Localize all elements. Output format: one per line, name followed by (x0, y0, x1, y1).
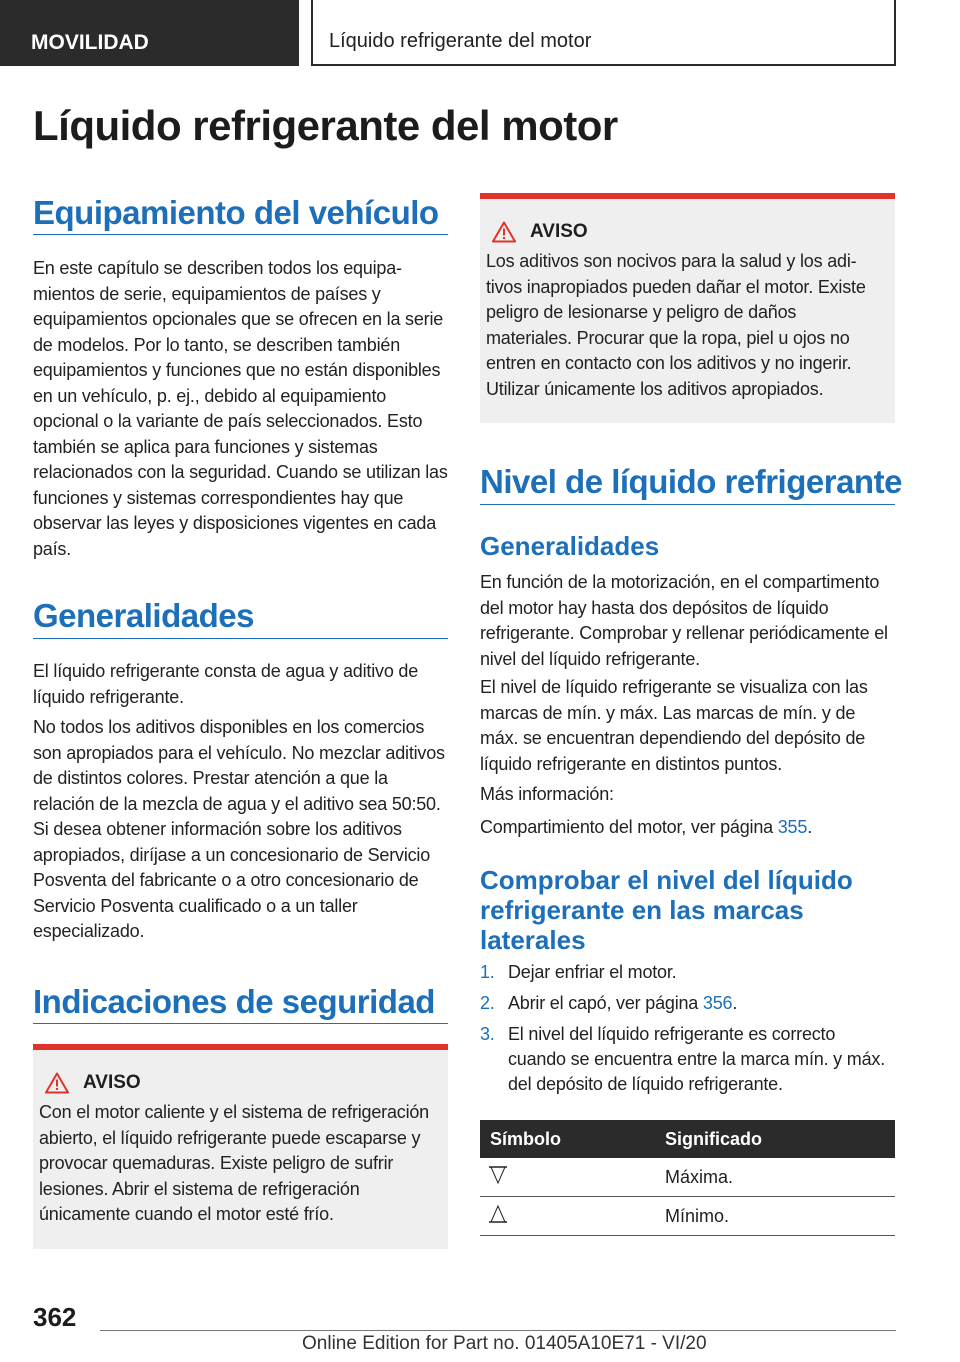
heading-rule (480, 504, 895, 505)
subheading-comprobar: Comprobar el nivel del líquido refrigerante en las marcas laterales (480, 865, 853, 955)
column-header-symbol: Símbolo (490, 1128, 561, 1149)
warning-triangle-icon (492, 221, 516, 243)
step-text: El nivel del líquido refrigerante es correcto cuando se encuentra entre la marca mín. y máx. del depósito de líquido refrigerante. (508, 1024, 885, 1094)
heading-rule (33, 234, 448, 235)
section-tab: MOVILIDAD (0, 0, 299, 66)
list-item (480, 991, 895, 1016)
list-item (480, 1022, 895, 1097)
paragraph-nivel-1: En función de la motorización, en el compartimento del motor hay hasta dos depósitos de líquido refrigerante. Comprobar y rellenar periódicamente el nivel del líquido refrigerante. (480, 572, 888, 669)
table-header (480, 1120, 895, 1158)
step-text: Dejar enfriar el motor. (508, 962, 677, 982)
footer-edition: Online Edition for Part no. 01405A10E71 - VI/20 (302, 1333, 707, 1354)
paragraph-reference: Compartimiento del motor, ver página 355. (480, 817, 812, 837)
warning-text: Con el motor caliente y el sistema de refrigeración abierto, el líquido refrigerante puede escaparse y provocar quemaduras. Existe peligro de sufrir lesiones. Abrir el sistema de refrigeración únicamente cuando el motor esté frío. (39, 1102, 429, 1224)
heading-generalidades: Generalidades (33, 597, 254, 634)
table-row (480, 1158, 895, 1197)
step-number: 3. (480, 1024, 495, 1044)
heading-equipamiento: Equipamiento del vehículo (33, 194, 439, 231)
paragraph-generalidades-2: No todos los aditivos disponibles en los comercios son apropiados para el vehículo. No mezclar aditivos de distintos colores. Prestar atención a que la relación de la mezcla de agua y el aditivo sea 50:50. Si desea obtener información sobre los aditivos apropiados, diríjase a un concesionario de Servicio Posventa del fabricante o a otro concesionario de Servicio Posventa cualificado o a un taller especializado. (33, 717, 445, 941)
meaning-cell: Máxima. (665, 1166, 734, 1187)
heading-rule (33, 1023, 448, 1024)
column-header-meaning: Significado (665, 1128, 763, 1149)
paragraph-mas-info: Más información: (480, 784, 614, 804)
paragraph-generalidades-1: El líquido refrigerante consta de agua y aditivo de líquido refrigerante. (33, 661, 419, 707)
warning-box (33, 1044, 448, 1249)
list-item (480, 960, 895, 985)
subheading-generalidades: Generalidades (480, 531, 660, 561)
symbol-table (480, 1120, 895, 1236)
heading-nivel: Nivel de líquido refrigerante (480, 463, 902, 500)
page-title: Líquido refrigerante del motor (33, 102, 618, 149)
chapter-tab: Líquido refrigerante del motor (311, 0, 896, 66)
warning-label: AVISO (83, 1072, 141, 1093)
symbol-cell (480, 1164, 665, 1191)
step-number: 2. (480, 993, 495, 1013)
step-text: Abrir el capó, ver página 356. (508, 993, 738, 1013)
warning-box (480, 193, 895, 423)
warning-label: AVISO (530, 221, 588, 242)
footer-rule (100, 1330, 896, 1331)
page-link-355[interactable]: 355 (777, 817, 808, 837)
symbol-cell (480, 1203, 665, 1230)
heading-seguridad: Indicaciones de seguridad (33, 983, 435, 1020)
paragraph-equipamiento: En este capítulo se describen todos los equipamientos de serie, equipamientos de países y equipamientos opcionales que se ofrecen en la serie de modelos. Por lo tanto, se describen también equipamientos y funciones que no están disponibles en un vehículo, p. ej., debido al equipamiento opcional o la variante de país seleccionados. Esto también se aplica para funciones y sistemas relacionados con la seguridad. Cuando se utilizan las funciones y sistemas correspondientes hay que observar las leyes y disposiciones vigentes en cada país. (33, 258, 448, 559)
warning-header (45, 1072, 438, 1094)
warning-triangle-icon (45, 1072, 69, 1094)
step-number: 1. (480, 962, 495, 982)
page-number: 362 (33, 1302, 77, 1332)
meaning-cell: Mínimo. (665, 1205, 730, 1226)
warning-header (492, 221, 885, 243)
steps-list (480, 960, 895, 1103)
warning-text: Los aditivos son nocivos para la salud y los aditivos inapropiados pueden dañar el motor. Existe peligro de lesionarse y peligro de daños materiales. Procurar que la ropa, piel u ojos no entren en contacto con los aditivos y no ingerir. Utilizar únicamente los aditivos apropiados. (486, 251, 866, 399)
heading-rule (33, 638, 448, 639)
min-mark-icon (488, 1203, 508, 1225)
paragraph-nivel-2: El nivel de líquido refrigerante se visualiza con las marcas de mín. y máx. Las marcas de mín. y de máx. se encuentran dependiendo del depósito de líquido refrigerante en distintos puntos. (480, 677, 868, 774)
page-header (0, 0, 960, 66)
page-link-356[interactable]: 356 (702, 993, 733, 1013)
max-mark-icon (488, 1164, 508, 1186)
table-row (480, 1197, 895, 1236)
